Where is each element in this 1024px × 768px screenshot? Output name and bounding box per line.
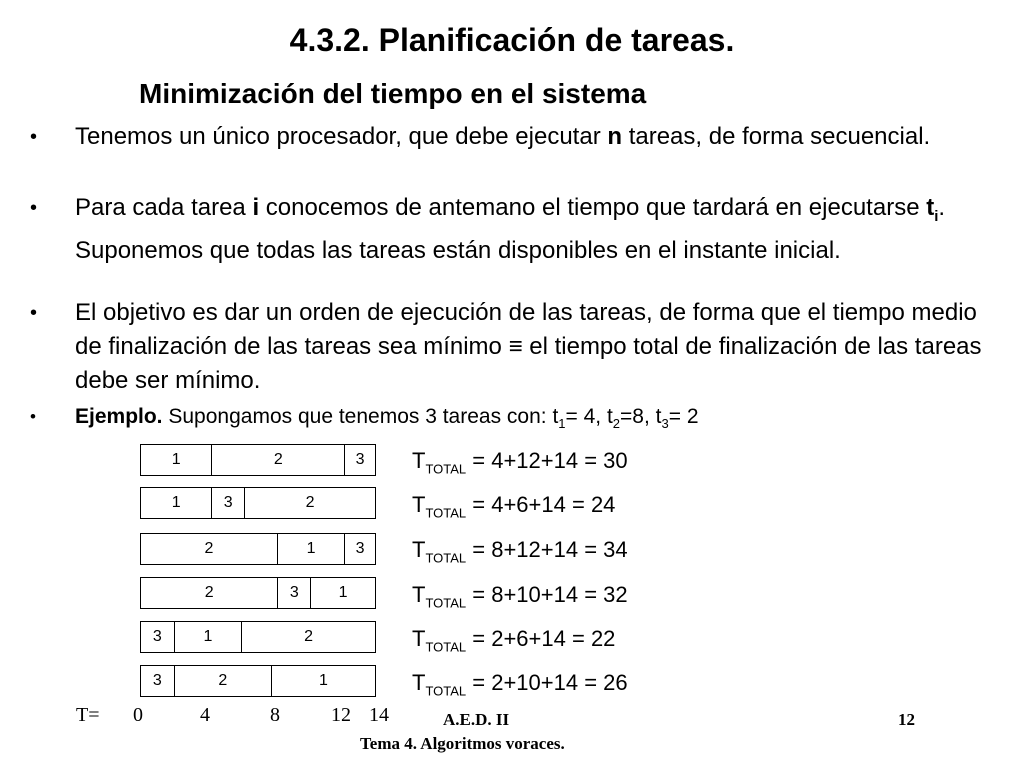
bullet-bold-text: Ejemplo. [75, 405, 163, 428]
schedule-segment: 2 [141, 578, 278, 608]
schedule-segment: 2 [175, 666, 272, 696]
formula-symbol: T [412, 448, 426, 473]
formula-symbol: T [412, 670, 426, 695]
slide-title: 4.3.2. Planificación de tareas. [289, 22, 735, 58]
subscript: 1 [558, 416, 566, 432]
axis-tick-label: 12 [331, 704, 351, 726]
subscript: TOTAL [425, 505, 467, 521]
bullet-text: . Suponemos que todas las tareas están disponibles en el instante inicial. [75, 194, 946, 264]
schedule-segment: 3 [278, 578, 311, 608]
total-time-formula [412, 448, 628, 476]
schedule-segment: 1 [338, 584, 348, 601]
schedule-segment: 3 [141, 622, 175, 652]
bullet-text: =8, t [620, 405, 662, 428]
formula-text: = 4+6+14 = 24 [466, 492, 616, 517]
schedule-segment: 2 [141, 534, 278, 564]
schedule-bar [140, 665, 376, 697]
bullet-bold-text: n [607, 123, 623, 150]
total-time-formula [412, 626, 615, 654]
total-time-formula [412, 582, 628, 610]
bullet-icon: • [30, 126, 38, 148]
formula-text: = 4+12+14 = 30 [466, 448, 628, 473]
bullet-item-example [30, 402, 995, 439]
formula-text: = 8+12+14 = 34 [466, 537, 628, 562]
axis-tick-label: 0 [133, 704, 143, 726]
formula-symbol: T [412, 582, 426, 607]
bullet-text: tareas, de forma secuencial. [622, 123, 931, 150]
schedule-segment: 1 [141, 445, 212, 475]
bullet-text: = 2 [668, 405, 699, 428]
time-axis [0, 704, 1024, 728]
schedule-segment: 1 [318, 672, 328, 689]
formula-text: = 2+10+14 = 26 [466, 670, 628, 695]
schedule-bar [140, 444, 376, 476]
schedule-segment: 2 [304, 628, 314, 645]
schedule-segment: 3 [355, 451, 365, 468]
schedule-segment: 3 [212, 488, 245, 518]
schedule-segment: 2 [305, 494, 315, 511]
schedule-segment: 1 [175, 622, 242, 652]
total-time-formula [412, 537, 628, 565]
bullet-item-objective [30, 296, 995, 398]
formula-symbol: T [412, 537, 426, 562]
subscript: 3 [661, 416, 669, 432]
schedule-segment: 3 [141, 666, 175, 696]
schedule-bar [140, 533, 376, 565]
total-time-formula [412, 670, 628, 698]
subscript: TOTAL [425, 639, 467, 655]
bullet-icon: • [30, 302, 38, 324]
bullet-bold-text: i [252, 194, 260, 221]
axis-tick-label: 4 [200, 704, 210, 726]
bullet-text: Supongamos que tenemos 3 tareas con: t [162, 405, 559, 428]
subscript: i [934, 207, 939, 225]
bullet-text: Para cada tarea [75, 194, 253, 221]
subscript: TOTAL [425, 550, 467, 566]
formula-text: = 8+10+14 = 32 [466, 582, 628, 607]
subscript: 2 [612, 416, 621, 432]
subscript: TOTAL [425, 683, 467, 699]
bullet-text: Tenemos un único procesador, que debe ejecutar [75, 123, 608, 150]
schedule-bar [140, 621, 376, 653]
slide-subtitle: Minimización del tiempo en el sistema [139, 78, 647, 109]
subscript: TOTAL [425, 461, 467, 477]
bullet-text: el tiempo total de finalización de las tareas debe ser mínimo. [75, 333, 982, 394]
schedule-segment: 2 [212, 445, 345, 475]
axis-label: T= [76, 704, 100, 726]
bullet-bold-text: t [926, 194, 935, 221]
axis-tick-label: 8 [270, 704, 280, 726]
bullet-text: conocemos de antemano el tiempo que tardará en ejecutarse [259, 194, 927, 221]
bullet-text: = 4, t [565, 405, 613, 428]
schedule-segment: 1 [141, 488, 212, 518]
bullet-item-task-times [30, 191, 995, 268]
footer-page-number: 12 [898, 710, 915, 729]
footer-topic: Tema 4. Algoritmos voraces. [360, 734, 565, 753]
formula-symbol: T [412, 492, 426, 517]
bullet-item-processor [30, 120, 995, 154]
schedule-bar [140, 577, 376, 609]
schedule-bar [140, 487, 376, 519]
axis-tick-label: 14 [369, 704, 389, 726]
bullet-icon: • [30, 407, 36, 426]
schedule-segment: 3 [355, 540, 365, 557]
schedule-segment: 1 [278, 534, 345, 564]
bullet-text: El objetivo es dar un orden de ejecución de las tareas, de forma que el tiempo medio de finalización de las tareas sea mínimo [75, 299, 977, 360]
total-time-formula [412, 492, 615, 520]
formula-symbol: T [412, 626, 426, 651]
subscript: TOTAL [425, 595, 467, 611]
formula-text: = 2+6+14 = 22 [466, 626, 616, 651]
equivalence-symbol: ≡ [508, 333, 523, 360]
bullet-icon: • [30, 197, 38, 219]
footer-course: A.E.D. II [443, 710, 510, 729]
